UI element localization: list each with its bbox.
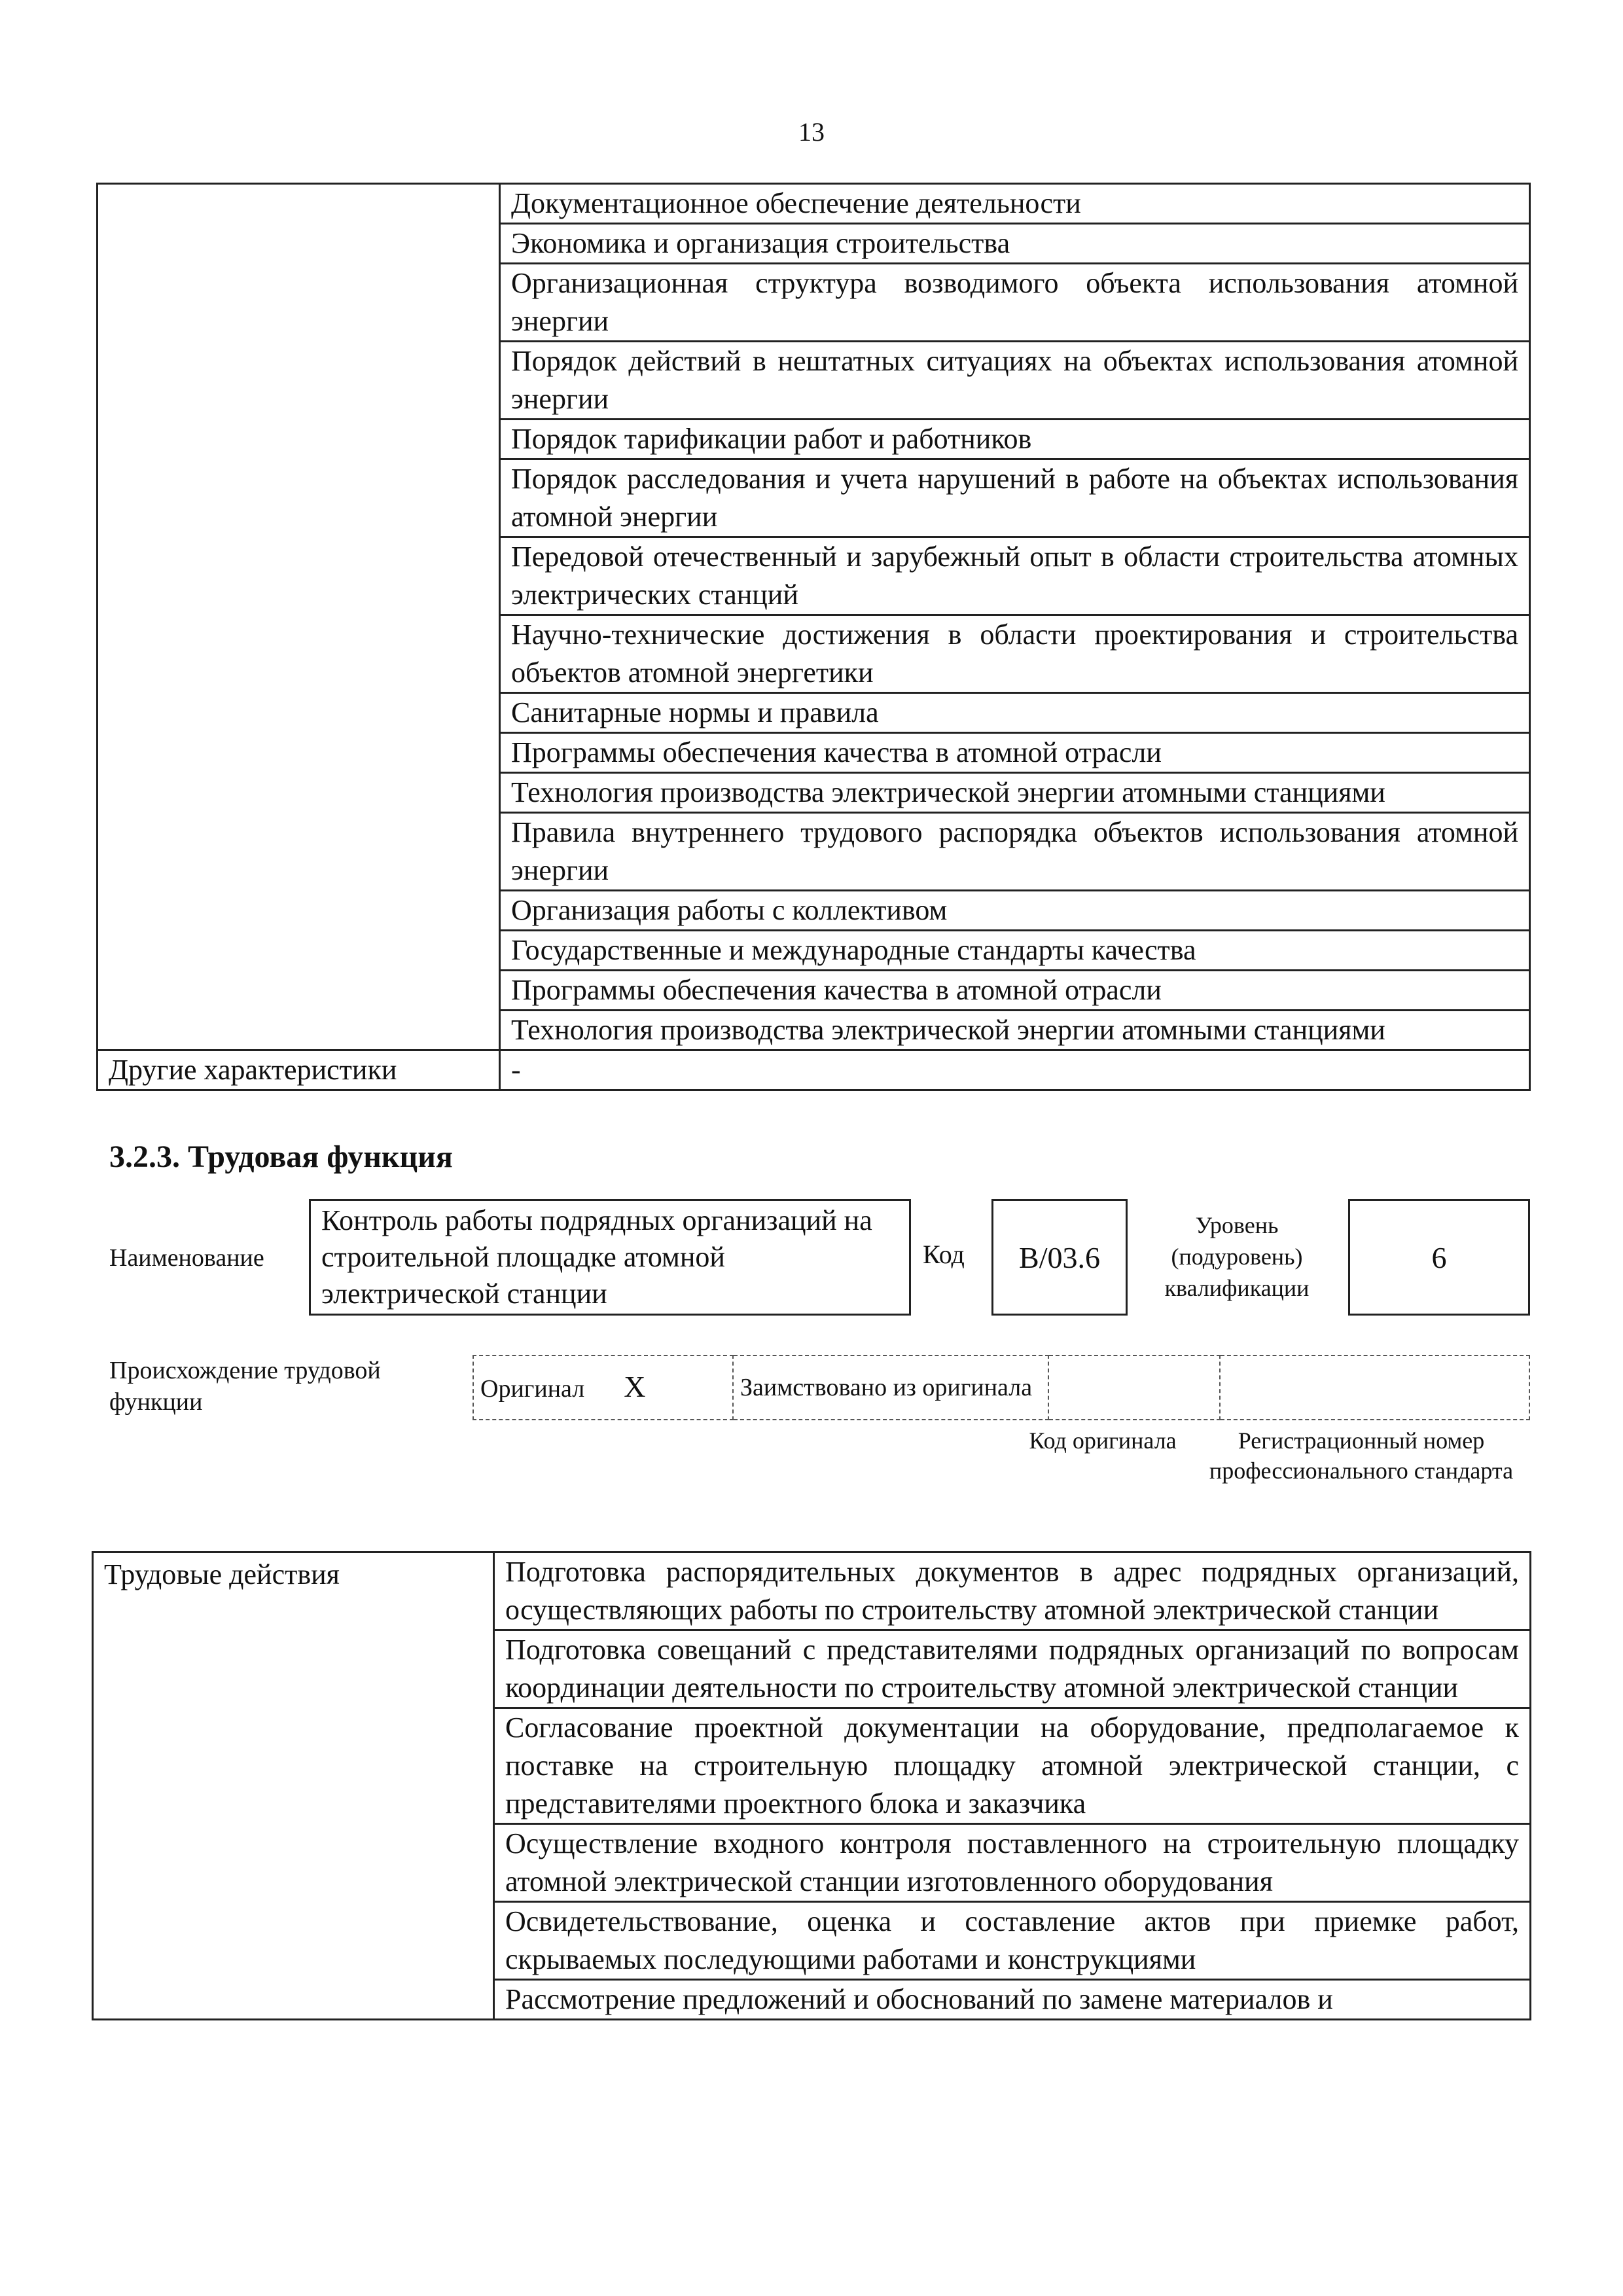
original-code-cell (1048, 1355, 1220, 1420)
knowledge-item: Передовой отечественный и зарубежный опыт в области строительства атомных электрических станций (500, 537, 1530, 615)
function-name-box: Контроль работы подрядных организаций на строительной площадке атомной электрической станции (309, 1199, 911, 1316)
original-mark: X (624, 1369, 646, 1403)
other-characteristics-label: Другие характеристики (98, 1050, 500, 1090)
table-row (98, 1050, 1530, 1090)
table-row (98, 184, 1530, 224)
section-title: 3.2.3. Трудовая функция (109, 1139, 453, 1174)
name-label: Наименование (109, 1244, 264, 1272)
page-number: 13 (798, 117, 825, 147)
qualification-level-label: Уровень (подуровень) квалификации (1164, 1212, 1310, 1301)
knowledge-item: Технология производства электрической энергии атомными станциями (500, 1011, 1530, 1050)
labor-action-item: Освидетельствование, оценка и составление актов при приемке работ, скрываемых последующими работами и конструкциями (494, 1902, 1531, 1980)
knowledge-item: Научно-технические достижения в области проектирования и строительства объектов атомной энергетики (500, 615, 1530, 693)
knowledge-table (96, 183, 1531, 1091)
code-label: Код (923, 1240, 965, 1269)
knowledge-item: Правила внутреннего трудового распорядка объектов использования атомной энергии (500, 813, 1530, 891)
labor-action-item: Согласование проектной документации на оборудование, предполагаемое к поставке на строительную площадку атомной электрической станции, с представителями проектного блока и заказчика (494, 1708, 1531, 1824)
labor-action-item: Подготовка распорядительных документов в адрес подрядных организаций, осуществляющих работы по строительству атомной электрической станции (494, 1552, 1531, 1630)
knowledge-item: Технология производства электрической энергии атомными станциями (500, 773, 1530, 813)
borrowed-label: Заимствовано из оригинала (733, 1355, 1048, 1420)
row-label-cell (98, 184, 500, 1050)
knowledge-item: Программы обеспечения качества в атомной отрасли (500, 971, 1530, 1011)
knowledge-item: Программы обеспечения качества в атомной отрасли (500, 733, 1530, 773)
knowledge-item: Порядок тарификации работ и работников (500, 420, 1530, 459)
knowledge-item: Государственные и международные стандарты качества (500, 931, 1530, 971)
original-code-caption: Код оригинала (1029, 1427, 1177, 1454)
origin-table (473, 1355, 1530, 1420)
knowledge-item: Экономика и организация строительства (500, 224, 1530, 264)
other-characteristics-value: - (500, 1050, 1530, 1090)
original-cell (473, 1355, 733, 1420)
code-box: B/03.6 (991, 1199, 1128, 1316)
registration-number-cell (1220, 1355, 1529, 1420)
knowledge-item: Порядок действий в нештатных ситуациях на объектах использования атомной энергии (500, 342, 1530, 420)
knowledge-item: Организация работы с коллективом (500, 891, 1530, 931)
registration-number-caption: Регистрационный номер профессионального стандарта (1209, 1427, 1514, 1484)
labor-actions-table (92, 1551, 1531, 2020)
knowledge-item: Санитарные нормы и правила (500, 693, 1530, 733)
origin-label: Происхождение трудовой функции (109, 1357, 381, 1416)
knowledge-item: Порядок расследования и учета нарушений в работе на объектах использования атомной энергии (500, 459, 1530, 537)
original-label: Оригинал (480, 1374, 585, 1403)
labor-action-item: Подготовка совещаний с представителями подрядных организаций по вопросам координации деятельности по строительству атомной электрической станции (494, 1630, 1531, 1708)
knowledge-item: Документационное обеспечение деятельности (500, 184, 1530, 224)
knowledge-item: Организационная структура возводимого объекта использования атомной энергии (500, 264, 1530, 342)
labor-actions-label: Трудовые действия (93, 1552, 494, 2020)
labor-action-item: Рассмотрение предложений и обоснований по замене материалов и (494, 1980, 1531, 2020)
labor-action-item: Осуществление входного контроля поставленного на строительную площадку атомной электрической станции изготовленного оборудования (494, 1824, 1531, 1902)
qualification-level-box: 6 (1348, 1199, 1530, 1316)
table-row (93, 1552, 1531, 1630)
